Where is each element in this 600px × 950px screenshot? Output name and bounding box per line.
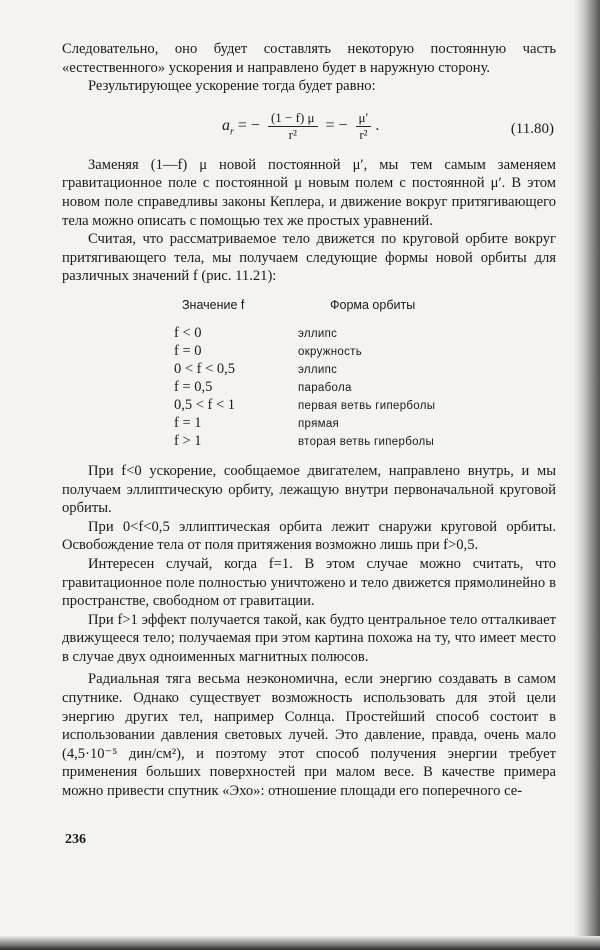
paragraph: Следовательно, оно будет составлять некоторую постоянную часть «естественного» ускорения и направлено будет в наружную сторону. (62, 41, 556, 76)
table-header-shape: Форма орбиты (330, 297, 416, 312)
equation-11-80 (62, 102, 556, 148)
paragraph: При f<0 ускорение, сообщаемое двигателем, направлено внутрь, и мы получаем эллиптическую орбиту, лежащую внутри первоначальной круговой орбиты. (62, 462, 556, 517)
table-row: f = 0 окружность (174, 342, 363, 359)
table-row: f > 1 вторая ветвь гиперболы (174, 432, 435, 449)
equation-number: (11.80) (510, 120, 554, 137)
table-header-value: Значение f (182, 297, 245, 312)
equation-expression: $a_r$ = − $\frac{(1 - f) \mu}{\text{r²}}$ = − $\frac{\mu'}{\text{r²}}$ . (222, 109, 380, 142)
page-bottom-shadow (0, 936, 600, 950)
orbit-table (62, 296, 556, 452)
page-number: 236 (65, 832, 86, 847)
paragraph: Заменяя (1—f) μ новой постоянной μ′, мы тем самым заменяем гравитационное поле с постоянной μ новым полем с постоянной μ′. В этом новом поле справедливы законы Кеплера, и движение вокруг притягивающего тела можно описать с помощью тех же простых уравнений. (62, 156, 556, 229)
table-row: 0 < f < 0,5 эллипс (174, 360, 338, 377)
paragraph: При 0<f<0,5 эллиптическая орбита лежит снаружи круговой орбиты. Освобождение тела от поля притяжения возможно лишь при f>0,5. (62, 518, 556, 554)
table-row: 0,5 < f < 1 первая ветвь гиперболы (174, 396, 436, 413)
fraction: $\frac{(1 - f) \mu}{\text{r²}}$ (268, 110, 318, 143)
paragraph: Радиальная тяга весьма неэкономична, если энергию создавать в самом спутнике. Однако существует возможность использовать для этой цели энергию других тел, например Солнца. Простейший способ состоит в использовании давления световых лучей. Это давление, правда, очень мало (4,5·10⁻⁵ дин/см²), и поэтому этот способ получения энергии требует применения больших поверхностей при малом весе. В качестве примера можно привести спутник «Эхо»: отношение площади его поперечного се- (62, 671, 556, 800)
fraction: $\frac{\mu'}{\text{r²}}$ (356, 110, 372, 143)
table-row: f = 0,5 парабола (174, 378, 352, 395)
paragraph: Считая, что рассматриваемое тело движется по круговой орбите вокруг притягивающего тела, мы получаем следующие формы новой орбиты для различных значений f (рис. 11.21): (62, 231, 556, 285)
paragraph: Интересен случай, когда f=1. В этом случае можно считать, что гравитационное поле полностью уничтожено и тело движется прямолинейно в пространстве, свободном от гравитации. (62, 555, 556, 610)
paragraph: При f>1 эффект получается такой, как будто центральное тело отталкивает движущееся тело; получаемая при этом картина похожа на ту, что имеет место в случае двух одноименных магнитных полюсов. (62, 611, 556, 665)
table-row: f = 1 прямая (174, 414, 340, 431)
page-text (62, 40, 556, 801)
page-edge-shadow (574, 0, 600, 950)
table-row: f < 0 эллипс (174, 324, 338, 341)
paragraph: Результирующее ускорение тогда будет равно: (88, 78, 376, 95)
